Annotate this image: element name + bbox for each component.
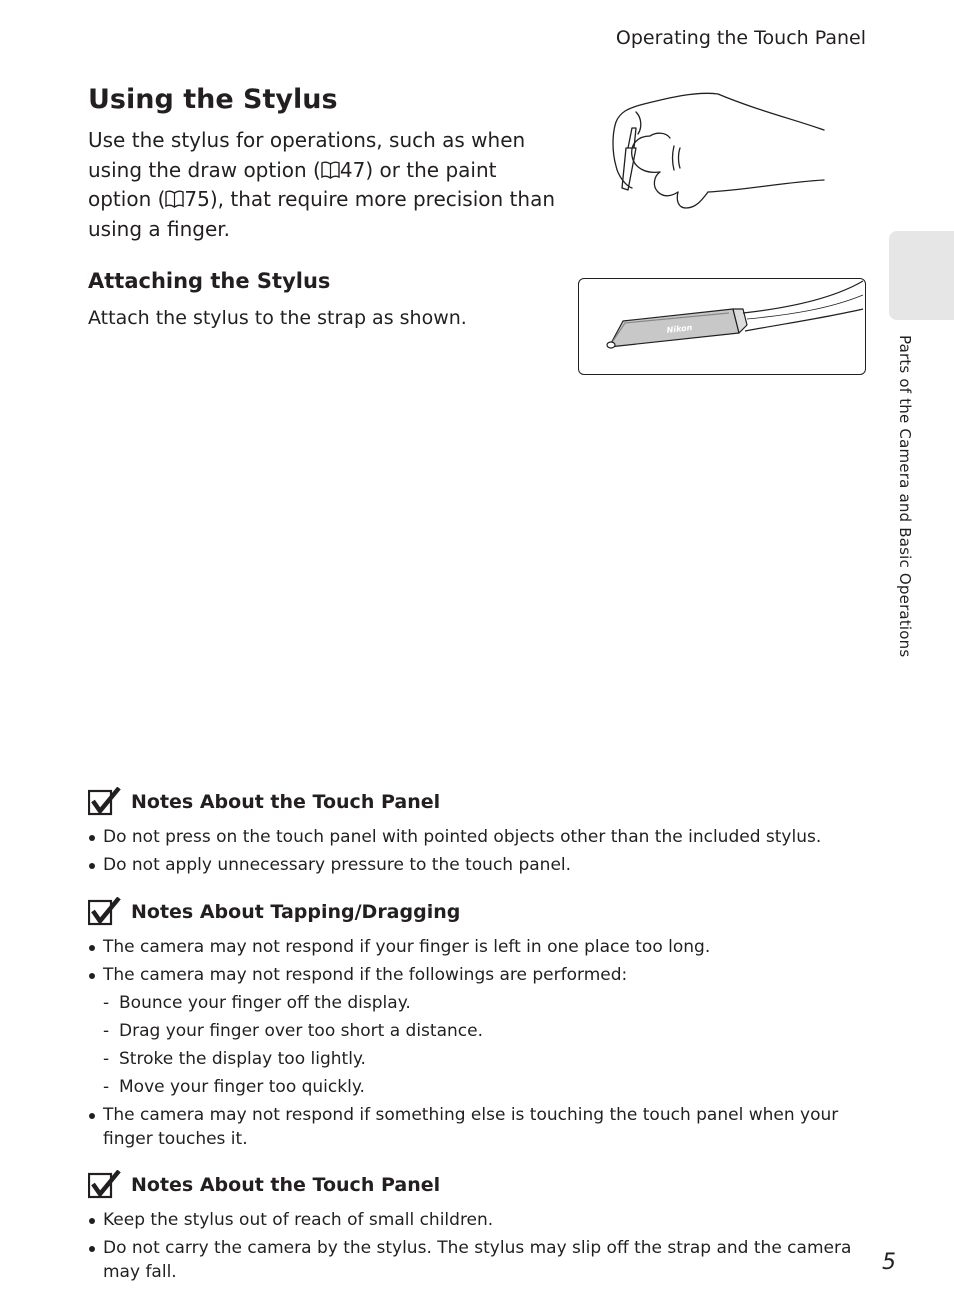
note-title: Notes About the Touch Panel xyxy=(131,1174,441,1196)
checkmark-note-icon xyxy=(88,787,122,817)
intro-ref-2: 75 xyxy=(184,187,210,211)
side-tab-label: Parts of the Camera and Basic Operations xyxy=(896,335,914,658)
attach-instructions: Attach the stylus to the strap as shown. xyxy=(88,307,467,329)
stylus-logo: Nikon xyxy=(666,322,693,335)
list-item: The camera may not respond if your finger is left in one place too long. xyxy=(88,935,858,959)
sub-list xyxy=(103,991,858,1099)
hand-holding-stylus-illustration xyxy=(606,88,830,214)
sub-list-item: - Drag your finger over too short a distance. xyxy=(103,1019,858,1043)
list-item: Do not press on the touch panel with pointed objects other than the included stylus. xyxy=(88,825,858,849)
list-item: The camera may not respond if something else is touching the touch panel when your finger touches it. xyxy=(88,1103,858,1151)
intro-ref-1: 47 xyxy=(339,157,366,182)
sub-list-item: - Bounce your finger off the display. xyxy=(103,991,858,1015)
list-item-text: The camera may not respond if the followings are performed: xyxy=(103,965,628,985)
list-item: Do not apply unnecessary pressure to the touch panel. xyxy=(88,853,858,877)
note-heading xyxy=(88,897,460,927)
intro-paragraph xyxy=(88,126,563,244)
list-item xyxy=(88,963,858,1099)
intro-text-3: ), that require more precision than using a finger. xyxy=(88,187,556,241)
intro-text-2: ) or the paint option ( xyxy=(88,157,497,211)
stylus-strap-drawing xyxy=(579,279,866,375)
note-list xyxy=(88,825,858,881)
book-reference-icon xyxy=(165,190,184,208)
list-item: Do not carry the camera by the stylus. The stylus may slip off the strap and the camera may fall. xyxy=(88,1236,858,1284)
note-heading xyxy=(88,1170,440,1200)
sub-list-item: - Stroke the display too lightly. xyxy=(103,1047,858,1071)
page-title: Using the Stylus xyxy=(88,84,338,115)
stylus-strap-illustration xyxy=(578,278,866,375)
page-number: 5 xyxy=(882,1250,896,1275)
section-subheading: Attaching the Stylus xyxy=(88,269,331,293)
checkmark-note-icon xyxy=(88,897,122,927)
note-title: Notes About Tapping/Dragging xyxy=(131,901,461,923)
book-reference-icon xyxy=(321,161,340,179)
running-header: Operating the Touch Panel xyxy=(615,27,866,49)
section-side-tab xyxy=(889,231,954,320)
list-item: Keep the stylus out of reach of small children. xyxy=(88,1208,858,1232)
intro-text-1: Use the stylus for operations, such as when using the draw option ( xyxy=(88,128,526,182)
note-list xyxy=(88,935,858,1155)
note-heading xyxy=(88,787,440,817)
note-title: Notes About the Touch Panel xyxy=(131,791,441,813)
checkmark-note-icon xyxy=(88,1170,122,1200)
sub-list-item: - Move your finger too quickly. xyxy=(103,1075,858,1099)
note-list xyxy=(88,1208,858,1288)
